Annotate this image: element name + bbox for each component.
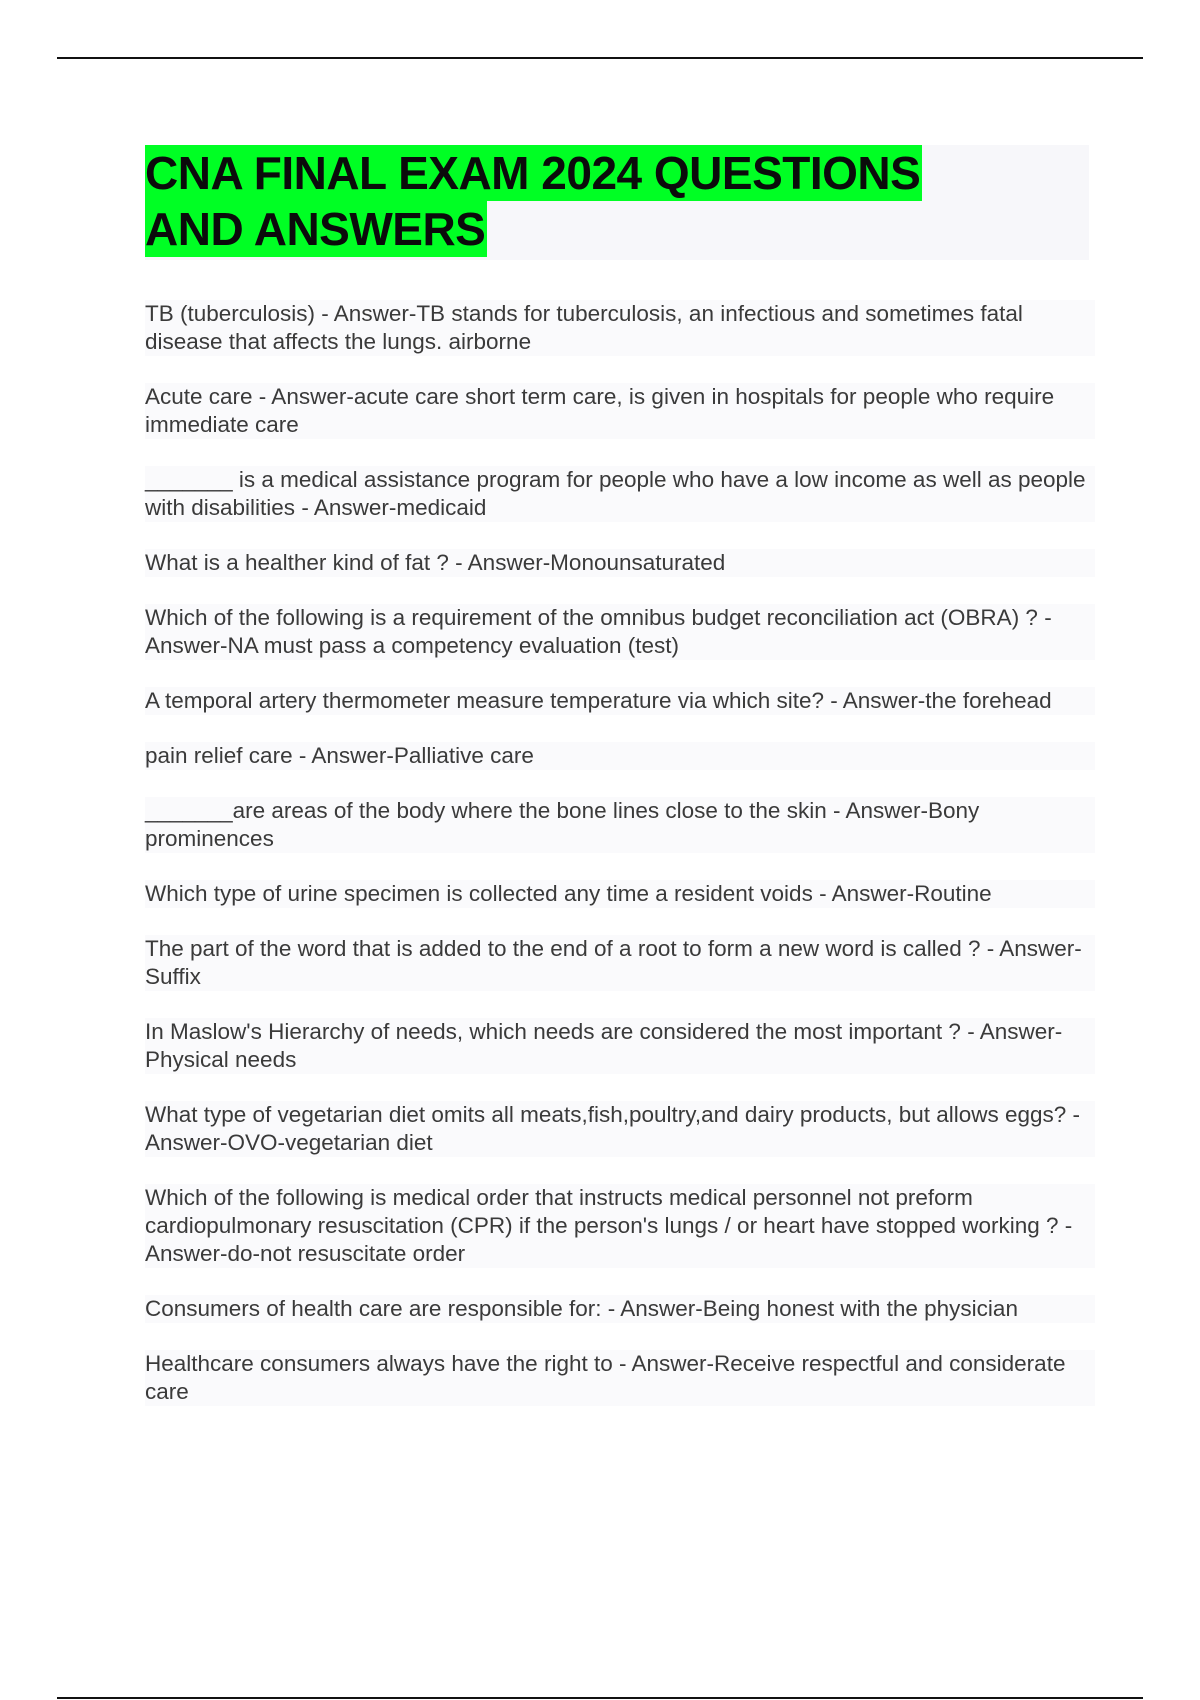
title-line-2: AND ANSWERS (145, 203, 486, 255)
qa-item: A temporal artery thermometer measure temperature via which site? - Answer-the forehead (145, 687, 1095, 715)
top-rule (57, 57, 1143, 59)
qa-item: Which of the following is medical order that instructs medical personnel not preform cardiopulmonary resuscitation (CPR) if the person's lungs / or heart have stopped working ? - Answer-do-not resuscitate order (145, 1184, 1095, 1268)
qa-item: What is a healther kind of fat ? - Answer-Monounsaturated (145, 549, 1095, 577)
qa-item: Which of the following is a requirement of the omnibus budget reconciliation act (OBRA) ? - Answer-NA must pass a competency evaluation (test) (145, 604, 1095, 660)
document-title (145, 145, 1089, 260)
qa-item: What type of vegetarian diet omits all meats,fish,poultry,and dairy products, but allows eggs? - Answer-OVO-vegetarian diet (145, 1101, 1095, 1157)
qa-item: Acute care - Answer-acute care short term care, is given in hospitals for people who require immediate care (145, 383, 1095, 439)
qa-item: Which type of urine specimen is collected any time a resident voids - Answer-Routine (145, 880, 1095, 908)
qa-item: pain relief care - Answer-Palliative care (145, 742, 1095, 770)
qa-item: The part of the word that is added to the end of a root to form a new word is called ? - Answer-Suffix (145, 935, 1095, 991)
qa-item: Healthcare consumers always have the right to - Answer-Receive respectful and considerate care (145, 1350, 1095, 1406)
qa-item: _______are areas of the body where the bone lines close to the skin - Answer-Bony prominences (145, 797, 1095, 853)
bottom-rule (57, 1697, 1143, 1699)
qa-list (145, 300, 1095, 1433)
qa-item: TB (tuberculosis) - Answer-TB stands for tuberculosis, an infectious and sometimes fatal disease that affects the lungs. airborne (145, 300, 1095, 356)
title-line-1: CNA FINAL EXAM 2024 QUESTIONS (145, 147, 921, 199)
qa-item: _______ is a medical assistance program for people who have a low income as well as people with disabilities - Answer-medicaid (145, 466, 1095, 522)
qa-item: Consumers of health care are responsible for: - Answer-Being honest with the physician (145, 1295, 1095, 1323)
qa-item: In Maslow's Hierarchy of needs, which needs are considered the most important ? - Answer-Physical needs (145, 1018, 1095, 1074)
